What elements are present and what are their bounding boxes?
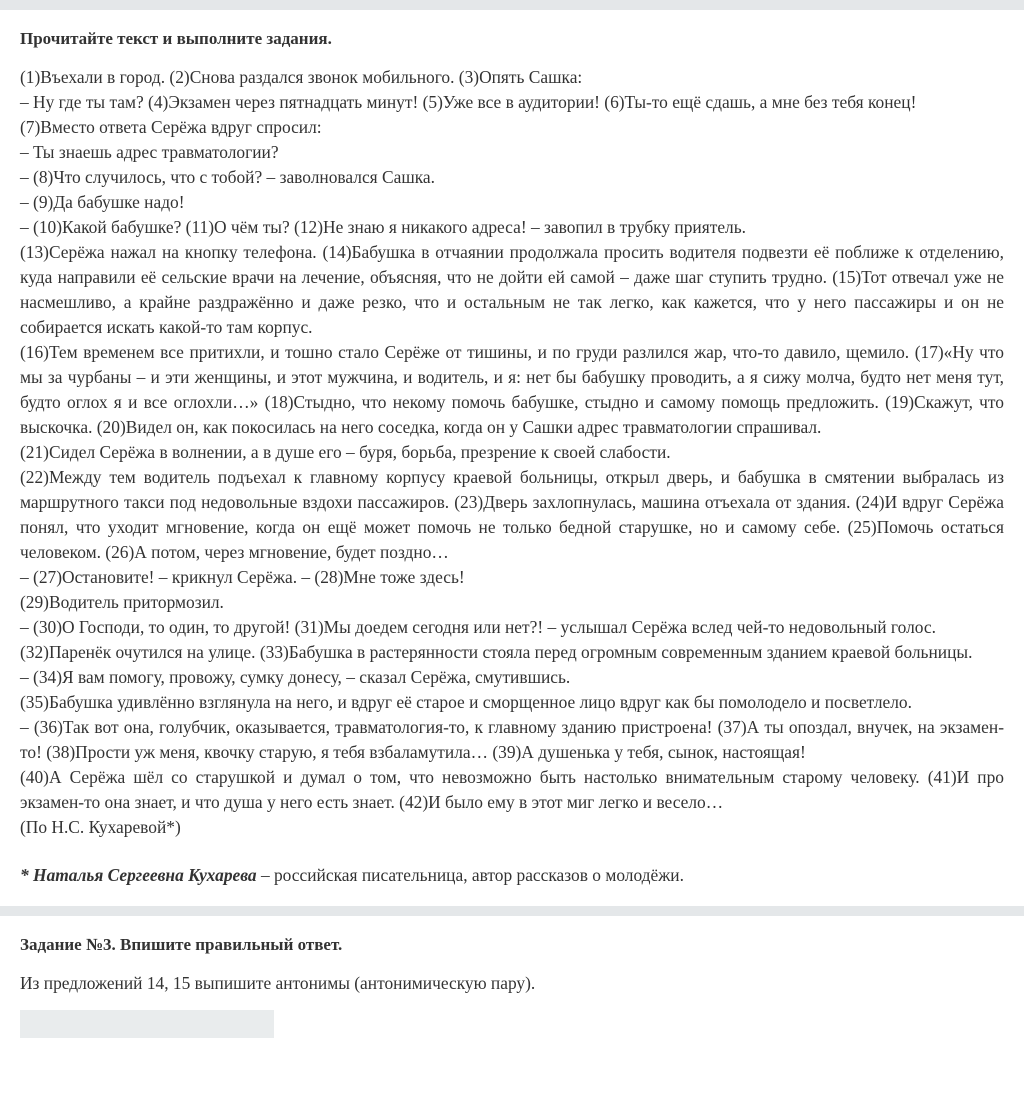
top-divider xyxy=(0,0,1024,10)
story-paragraph: – Ты знаешь адрес травматологии? xyxy=(20,142,279,162)
story-paragraph: – (30)О Господи, то один, то другой! (31)Мы доедем сегодня или нет?! – услышал Серёжа вслед чей-то недовольный голос. xyxy=(20,617,936,637)
story-paragraph: – (10)Какой бабушке? (11)О чём ты? (12)Не знаю я никакого адреса! – завопил в трубку приятель. xyxy=(20,217,747,237)
story-paragraph: – (36)Так вот она, голубчик, оказывается, травматология-то, к главному зданию пристроена! (37)А ты опоздал, внучек, на экзамен-то! (38)Прости уж меня, квочку старую, я тебя взбаламутила… (39)А душенька у тебя, сынок, настоящая! xyxy=(20,717,1004,762)
story-source: (По Н.С. Кухаревой*) xyxy=(20,817,181,837)
story-text xyxy=(20,65,1004,840)
story-paragraph: (35)Бабушка удивлённо взглянула на него, и вдруг её старое и сморщенное лицо вдруг как бы помолодело и посветлело. xyxy=(20,692,912,712)
story-paragraph: (21)Сидел Серёжа в волнении, а в душе его – буря, борьба, презрение к своей слабости. xyxy=(20,442,671,462)
story-paragraph: (40)А Серёжа шёл со старушкой и думал о том, что невозможно быть настолько внимательным старому человеку. (41)И про экзамен-то она знает, и что душа у него есть знает. (42)И было ему в этот миг легко и весело… xyxy=(20,767,1004,812)
story-paragraph: (16)Тем временем все притихли, и тошно стало Серёже от тишины, и по груди разлился жар, что-то давило, щемило. (17)«Ну что мы за чурбаны – и эти женщины, и этот мужчина, и водитель, и я: нет бы бабушку проводить, а я сижу молча, будто нет меня тут, будто оглох я и все оглохли…» (18)Стыдно, что некому помочь бабушке, стыдно и самому помощь предложить. (19)Скажут, что выскочка. (20)Видел он, как покосилась на него соседка, когда он у Сашки адрес травматологии спрашивал. xyxy=(20,342,1004,437)
footnote-author: * Наталья Сергеевна Кухарева xyxy=(20,865,257,885)
story-paragraph: – Ну где ты там? (4)Экзамен через пятнадцать минут! (5)Уже все в аудитории! (6)Ты-то ещё сдашь, а мне без тебя конец! xyxy=(20,92,917,112)
story-paragraph: (7)Вместо ответа Серёжа вдруг спросил: xyxy=(20,117,322,137)
footnote xyxy=(20,863,1004,888)
story-paragraph: (22)Между тем водитель подъехал к главному корпусу краевой больницы, открыл дверь, и бабушка в смятении выбралась из маршрутного такси под недовольные вздохи пассажиров. (23)Дверь захлопнулась, машина отъехала от здания. (24)И вдруг Серёжа понял, что уходит мгновение, когда он ещё может помочь не только бедной старушке, но и самому себе. (25)Помочь остаться человеком. (26)А потом, через мгновение, будет поздно… xyxy=(20,467,1004,562)
story-paragraph: (13)Серёжа нажал на кнопку телефона. (14)Бабушка в отчаянии продолжала просить водителя подвезти её поближе к отделению, куда направили её сельские врачи на лечение, объясняя, что не дойти ей самой – даже шаг ступить трудно. (15)Тот отвечал уже не насмешливо, а крайне раздражённо и даже резко, что и остальным не так легко, как кажется, что у него пассажиры и он не собирается искать какой-то там корпус. xyxy=(20,242,1004,337)
reading-section xyxy=(0,10,1024,888)
section-heading: Прочитайте текст и выполните задания. xyxy=(20,29,332,48)
story-paragraph: – (34)Я вам помогу, провожу, сумку донесу, – сказал Серёжа, смутившись. xyxy=(20,667,571,687)
story-paragraph: – (9)Да бабушке надо! xyxy=(20,192,185,212)
footnote-description: – российская писательница, автор рассказов о молодёжи. xyxy=(256,865,684,885)
story-paragraph: (32)Паренёк очутился на улице. (33)Бабушка в растерянности стояла перед огромным современным зданием краевой больницы. xyxy=(20,642,973,662)
answer-input[interactable] xyxy=(20,1010,274,1038)
task-title: Задание №3. Впишите правильный ответ. xyxy=(20,935,343,954)
story-paragraph: (1)Въехали в город. (2)Снова раздался звонок мобильного. (3)Опять Сашка: xyxy=(20,67,583,87)
task-section xyxy=(0,916,1024,1038)
story-paragraph: – (27)Остановите! – крикнул Серёжа. – (28)Мне тоже здесь! xyxy=(20,567,465,587)
story-paragraph: (29)Водитель притормозил. xyxy=(20,592,224,612)
task-question: Из предложений 14, 15 выпишите антонимы (антонимическую пару). xyxy=(20,973,536,993)
section-divider xyxy=(0,906,1024,916)
story-paragraph: – (8)Что случилось, что с тобой? – заволновался Сашка. xyxy=(20,167,435,187)
